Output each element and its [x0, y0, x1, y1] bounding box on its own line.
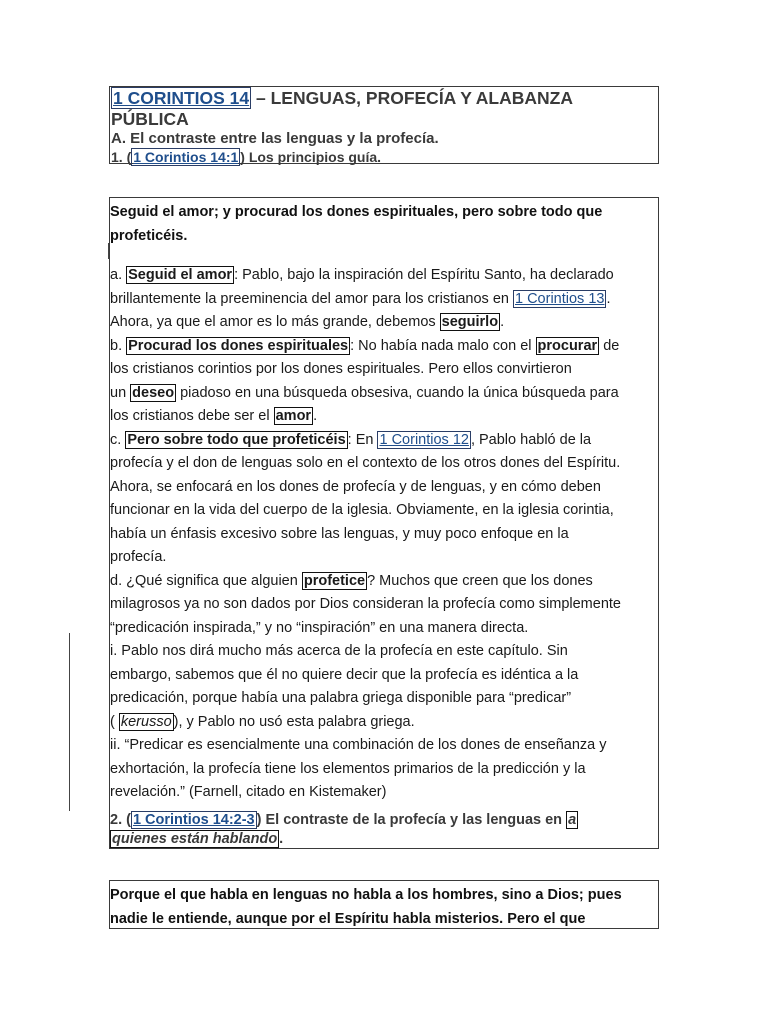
margin-bar	[69, 633, 70, 811]
heading-box	[109, 86, 659, 164]
verse-text: Seguid el amor; y procurad los dones espirituales, pero sobre todo que profeticéis.	[110, 204, 603, 244]
point-c: c. Pero sobre todo que profeticéis : En 1 Corintios 12 , Pablo habló de la	[110, 431, 592, 448]
verse-link-14-2-3[interactable]: 1 Corintios 14:2-3	[132, 811, 255, 828]
point-2-heading: 2. ( 1 Corintios 14:2-3 ) El contraste de la profecía y las lenguas en a quienes están hablando .	[110, 811, 577, 847]
keyword: Procurad los dones espirituales	[128, 337, 349, 354]
keyword: amor	[275, 408, 312, 424]
verse-link-14-1[interactable]: 1 Corintios 14:1	[133, 149, 239, 165]
verse-text: Porque el que habla en lenguas no habla a los hombres, sino a Dios; pues nadie le entiende, aunque por el Espíritu habla misterios. Pero el que	[110, 887, 622, 927]
point-b: b. Procurad los dones espirituales : No había nada malo con el procurar de	[110, 337, 620, 354]
point-1-heading: 1. ( 1 Corintios 14:1 ) Los principios guía.	[111, 149, 382, 165]
chapter-link[interactable]: 1 CORINTIOS 14	[113, 88, 250, 108]
verse-link-13[interactable]: 1 Corintios 13	[514, 290, 605, 307]
point-ii: ii. “Predicar es esencialmente una combinación de los dones de enseñanza y	[110, 737, 607, 753]
keyword: deseo	[132, 384, 175, 401]
keyword: profetice	[303, 572, 366, 589]
commentary-box	[109, 197, 659, 849]
keyword-italic: quienes están hablando	[112, 830, 278, 847]
keyword: procurar	[537, 337, 598, 354]
section-a-heading: A. El contraste entre las lenguas y la profecía.	[111, 130, 439, 147]
point-a: a. Seguid el amor : Pablo, bajo la inspiración del Espíritu Santo, ha declarado	[110, 267, 614, 283]
keyword-italic: a	[568, 811, 577, 828]
commentary-body: a. Seguid el amor : Pablo, bajo la inspiración del Espíritu Santo, ha declarado brillantemente la preeminencia del amor para los cristianos en 1 Corintios 13 . Ahora, ya que el amor es lo más grande, debemos seguirlo . b. Procurad los dones espirituales : No había nada malo con el procurar de los cristianos corintios por los dones espirituales. Pero ellos convirtieron un deseo piadoso en una búsqueda obsesiva, cuando la única búsqueda para los cristianos debe ser el amor . c. Pero sobre todo que profeticéis : En 1 Corintios 12 , Pablo habló de la profecía y el don de lenguas solo en el contexto de los otros dones del Espíritu. Ahora, se enfocará en los dones de profecía y de lenguas, y en cómo deben funcionar en la vida del cuerpo de la iglesia. Obviamente, en la iglesia corintia, había un énfasis excesivo sobre las lenguas, y muy poco enfoque en la profecía. d. ¿Qué significa que alguien profetice ? Muchos que creen que los dones milagrosos ya no son dados por Dios consideran la profecía como simplemente “predicación inspirada,” y no “inspiración” en una manera directa. i. Pablo nos dirá mucho más acerca de la profecía en este capítulo. Sin embargo, sabemos que él no quiere decir que la profecía es idéntica a la predicación, porque había una palabra griega disponible para “predicar” ( kerusso ), y Pablo no usó esta palabra griega. ii. “Predicar es esencialmente una combinación de los dones de enseñanza y exhortación, la profecía tiene los elementos primarios de la predicción y la revelación.” (Farnell, citado en Kistemaker)	[110, 264, 658, 805]
chapter-title-line2: PÚBLICA	[111, 109, 189, 129]
keyword-italic: kerusso	[120, 713, 172, 730]
point-i: i. Pablo nos dirá mucho más acerca de la profecía en este capítulo. Sin	[110, 643, 568, 659]
verse-box	[109, 880, 659, 929]
point-d: d. ¿Qué significa que alguien profetice ? Muchos que creen que los dones	[110, 572, 593, 589]
keyword: Pero sobre todo que profeticéis	[127, 431, 346, 448]
keyword: Seguid el amor	[128, 267, 233, 283]
verse-link-12[interactable]: 1 Corintios 12	[379, 431, 469, 448]
keyword: seguirlo	[441, 314, 499, 330]
chapter-title: 1 CORINTIOS 14 – LENGUAS, PROFECÍA Y ALABANZA	[113, 88, 573, 108]
